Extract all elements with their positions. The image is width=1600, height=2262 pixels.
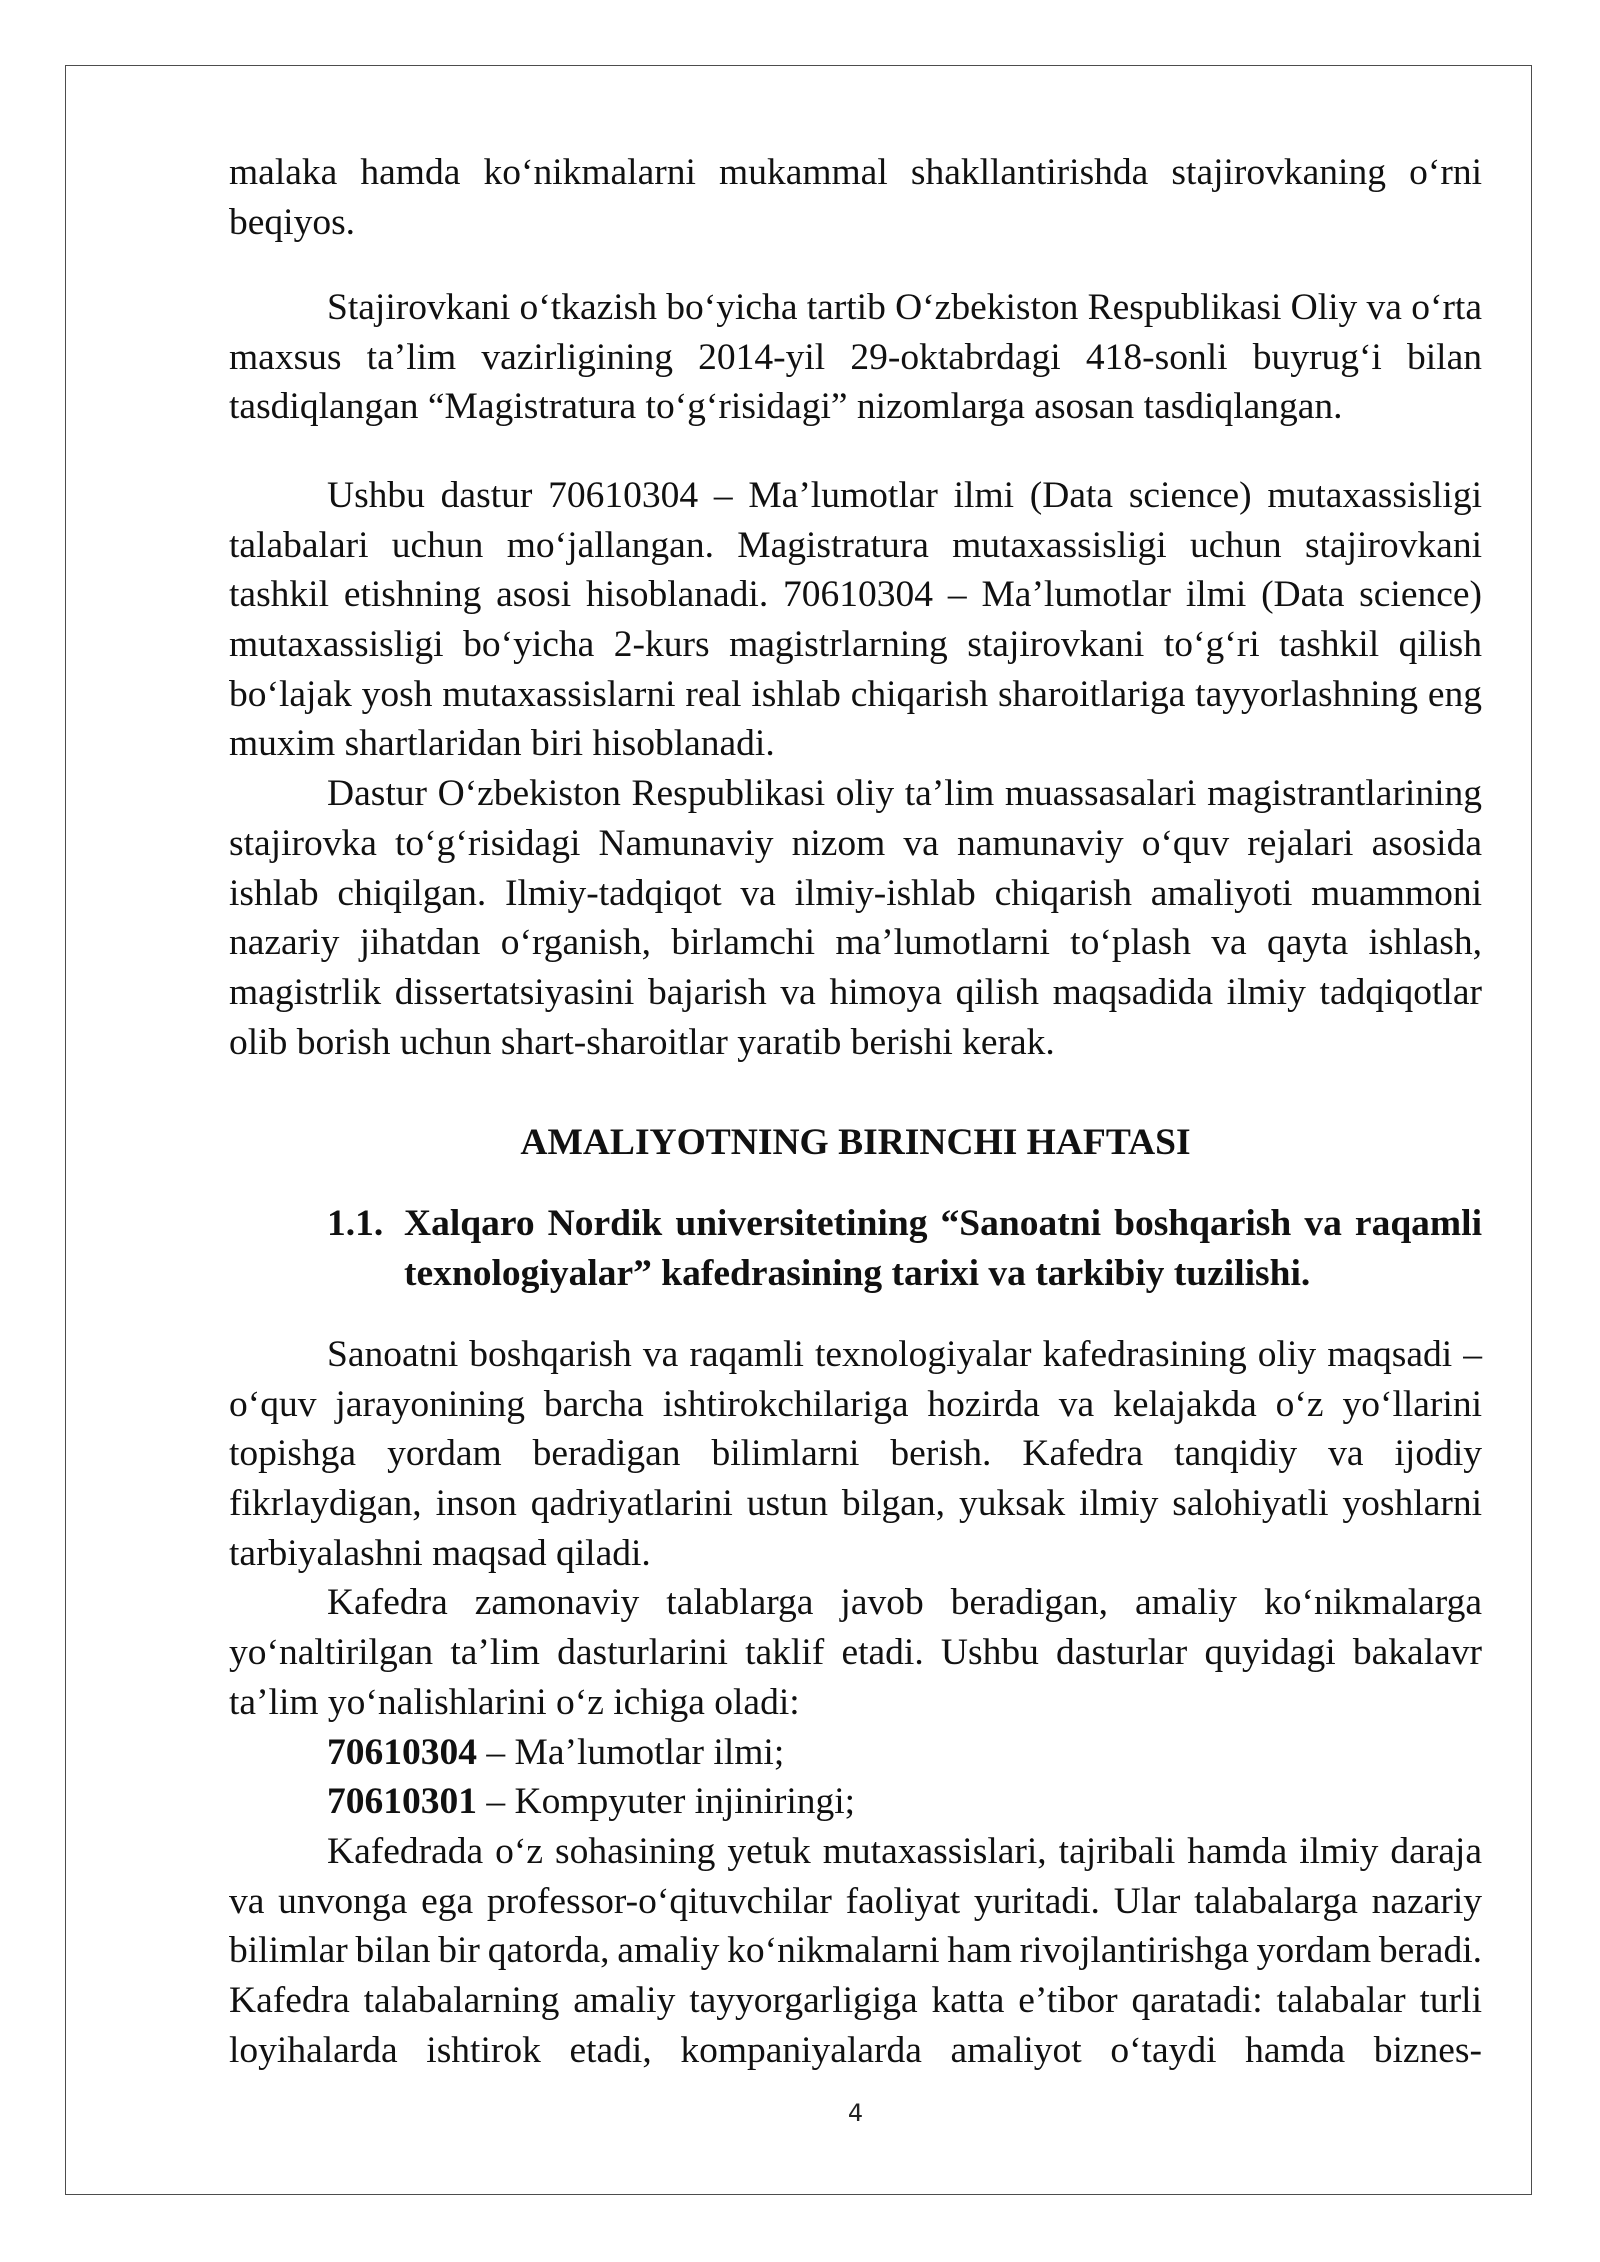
program-name: – Kompyuter injiniringi; xyxy=(477,1781,856,1823)
subsection-title-line: texnologiyalar” kafedrasining tarixi va tarkibiy tuzilishi. xyxy=(404,1252,1311,1294)
text-line: loyihalarda ishtirok etadi, kompaniyalarda amaliyot o‘taydi hamda biznes- xyxy=(229,2029,1482,2071)
program-code: 70610304 xyxy=(327,1731,477,1773)
paragraph-group xyxy=(229,1330,1482,2075)
list-item xyxy=(229,1777,1482,1827)
text-line: fikrlaydigan, inson qadriyatlarini ustun bilgan, yuksak ilmiy salohiyatli yoshlarni xyxy=(229,1483,1482,1525)
text-line: ishlab chiqilgan. Ilmiy-tadqiqot va ilmiy-ishlab chiqarish amaliyoti muammoni xyxy=(229,872,1482,914)
text-line: tarbiyalashni maqsad qiladi. xyxy=(229,1532,651,1574)
subsection-number: 1.1. xyxy=(327,1203,384,1244)
text-line: Kafedrada o‘z sohasining yetuk mutaxassislari, tajribali hamda ilmiy daraja xyxy=(327,1830,1482,1872)
text-line: bilimlar bilan bir qatorda, amaliy ko‘nikmalarni ham rivojlantirishga yordam beradi. xyxy=(229,1930,1482,1972)
text-line: va unvonga ega professor-o‘qituvchilar faoliyat yuritadi. Ular talabalarga nazariy xyxy=(229,1880,1482,1922)
text-line: stajirovka to‘g‘risidagi Namunaviy nizom va namunaviy o‘quv rejalari asosida xyxy=(229,822,1482,864)
text-line: Kafedra talabalarning amaliy tayyorgarligiga katta e’tibor qaratadi: talabalar turli xyxy=(229,1979,1482,2021)
text-line: mutaxassisligi bo‘yicha 2-kurs magistrlarning stajirovkani to‘g‘ri tashkil qilish xyxy=(229,624,1482,666)
subsection-heading xyxy=(404,1199,1482,1298)
text-line: topishga yordam beradigan bilimlarni berish. Kafedra tanqidiy va ijodiy xyxy=(229,1433,1482,1475)
text-line: o‘quv jarayonining barcha ishtirokchilariga hozirda va kelajakda o‘z yo‘llarini xyxy=(229,1383,1482,1425)
paragraph xyxy=(229,148,1482,247)
paragraph xyxy=(229,1330,1482,1578)
text-line: Sanoatni boshqarish va raqamli texnologiyalar kafedrasining oliy maqsadi – xyxy=(327,1334,1482,1375)
subsection-title-line: Xalqaro Nordik universitetining “Sanoatni boshqarish va raqamli xyxy=(404,1203,1482,1244)
paragraph xyxy=(229,471,1482,769)
text-line: tashkil etishning asosi hisoblanadi. 70610304 – Ma’lumotlar ilmi (Data science) xyxy=(229,574,1482,616)
paragraph-group xyxy=(229,471,1482,1067)
program-list xyxy=(229,1728,1482,1827)
text-line: yo‘naltirilgan ta’lim dasturlarini taklif etadi. Ushbu dasturlar quyidagi bakalavr xyxy=(229,1632,1482,1674)
text-line: muxim shartlaridan biri hisoblanadi. xyxy=(229,723,775,765)
text-line: malaka hamda ko‘nikmalarni mukammal shakllantirishda stajirovkaning o‘rni xyxy=(229,152,1482,193)
program-code: 70610301 xyxy=(327,1781,477,1823)
text-line: bo‘lajak yosh mutaxassislarni real ishlab chiqarish sharoitlariga tayyorlashning eng xyxy=(229,673,1482,715)
paragraph xyxy=(229,1827,1482,2075)
text-line: beqiyos. xyxy=(229,201,356,243)
text-line: Kafedra zamonaviy talablarga javob beradigan, amaliy ko‘nikmalarga xyxy=(327,1582,1482,1624)
section-heading: AMALIYOTNING BIRINCHI HAFTASI xyxy=(520,1122,1191,1163)
text-line: olib borish uchun shart-sharoitlar yaratib berishi kerak. xyxy=(229,1021,1055,1063)
text-line: nazariy jihatdan o‘rganish, birlamchi ma’lumotlarni to‘plash va qayta ishlash, xyxy=(229,922,1482,964)
page-number: 4 xyxy=(847,2099,864,2127)
program-name: – Ma’lumotlar ilmi; xyxy=(477,1731,785,1773)
text-line: magistrlik dissertatsiyasini bajarish va himoya qilish maqsadida ilmiy tadqiqotlar xyxy=(229,971,1482,1013)
text-line: Stajirovkani o‘tkazish bo‘yicha tartib O‘zbekiston Respublikasi Oliy va o‘rta xyxy=(327,287,1482,328)
text-line: Ushbu dastur 70610304 – Ma’lumotlar ilmi (Data science) mutaxassisligi xyxy=(327,475,1482,516)
text-line: talabalari uchun mo‘jallangan. Magistratura mutaxassisligi uchun stajirovkani xyxy=(229,524,1482,566)
paragraph xyxy=(229,769,1482,1067)
text-line: Dastur O‘zbekiston Respublikasi oliy ta’lim muassasalari magistrantlarining xyxy=(327,773,1482,815)
list-item xyxy=(229,1728,1482,1778)
text-line: tasdiqlangan “Magistratura to‘g‘risidagi” nizomlarga asosan tasdiqlangan. xyxy=(229,386,1343,428)
paragraph xyxy=(229,283,1482,432)
text-line: maxsus ta’lim vazirligining 2014-yil 29-oktabrdagi 418-sonli buyrug‘i bilan xyxy=(229,336,1482,378)
paragraph xyxy=(229,1578,1482,1727)
text-line: ta’lim yo‘nalishlarini o‘z ichiga oladi: xyxy=(229,1681,800,1723)
